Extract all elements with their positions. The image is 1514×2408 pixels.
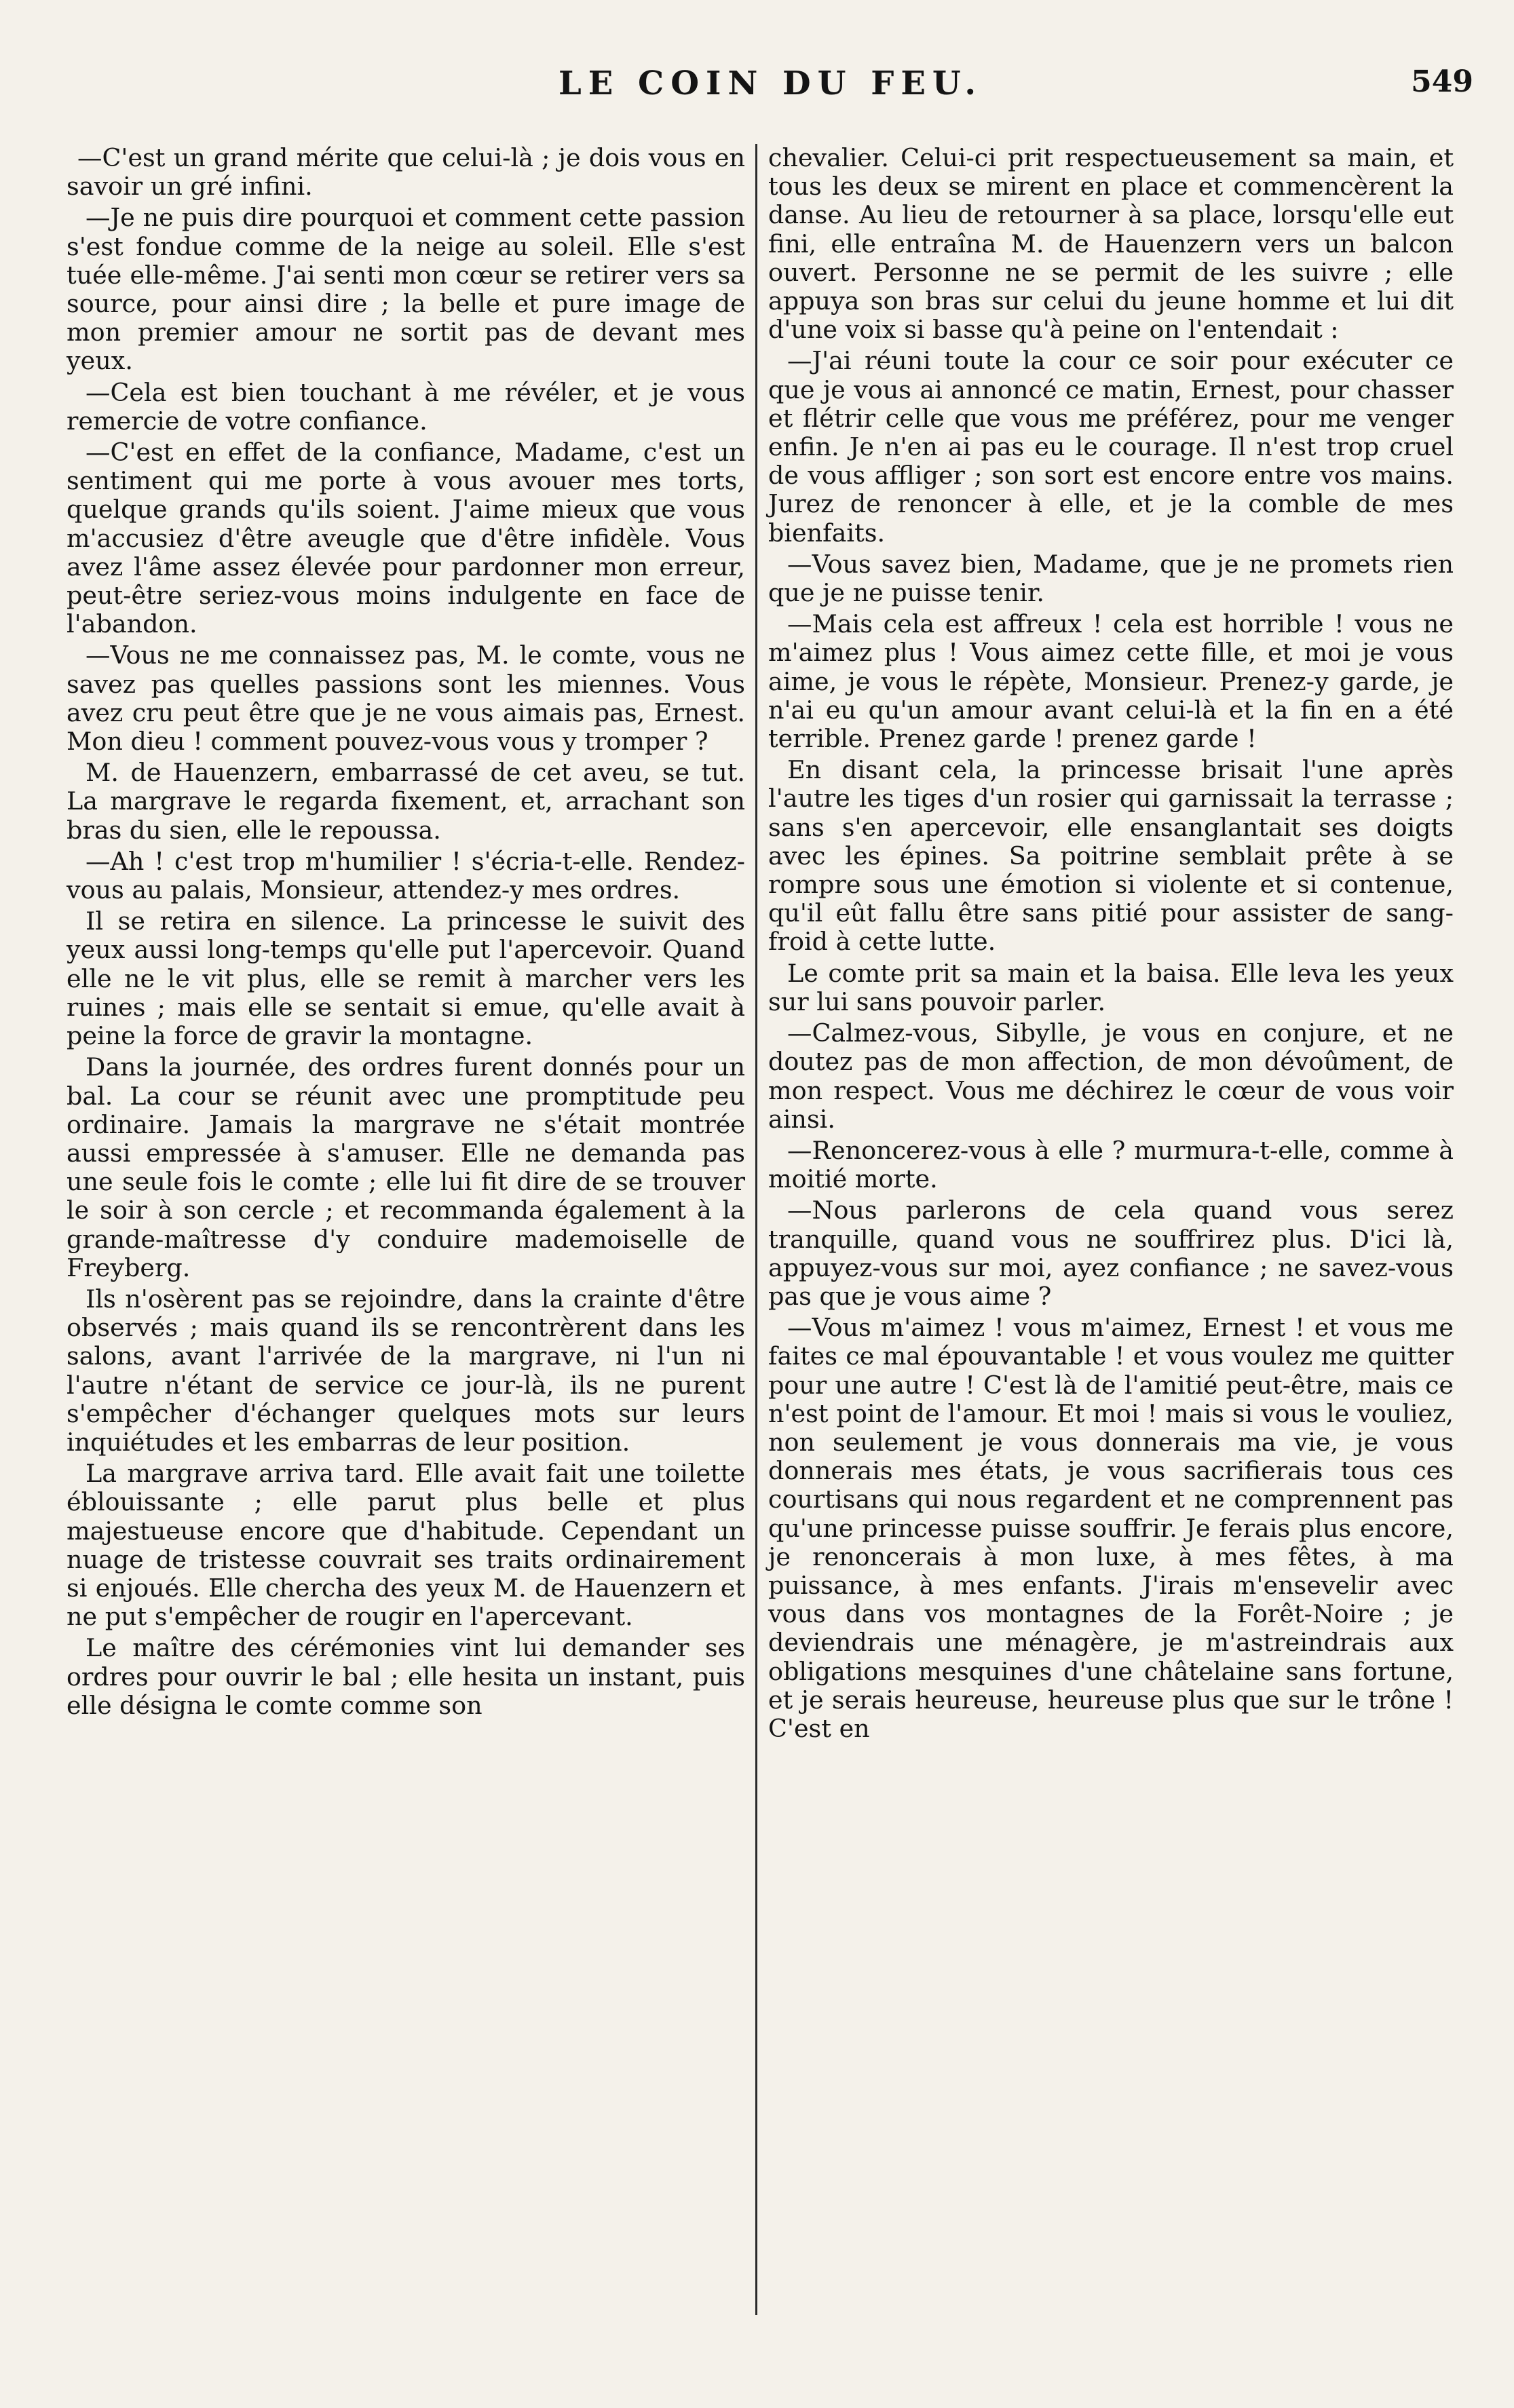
paragraph: Le maître des cérémonies vint lui demander ses ordres pour ouvrir le bal ; elle hesita un instant, puis elle désigna le comte comme son <box>67 1633 745 1720</box>
paragraph: Le comte prit sa main et la baisa. Elle leva les yeux sur lui sans pouvoir parler. <box>768 958 1454 1016</box>
column-divider <box>755 144 757 2315</box>
paragraph: En disant cela, la princesse brisait l'une après l'autre les tiges d'un rosier qui garnissait la terrasse ; sans s'en apercevoir, elle ensanglantait ses doigts avec les épines. Sa poitrine semblait prête à se rompre sous une émotion si violente et si contenue, qu'il eût fallu être sans pitié pour assister de sang-froid à cette lutte. <box>768 755 1454 957</box>
left-column <box>67 144 745 1723</box>
paragraph: —Ah ! c'est trop m'humilier ! s'écria-t-elle. Rendez-vous au palais, Monsieur, attendez-y mes ordres. <box>67 846 745 905</box>
paragraph: chevalier. Celui-ci prit respectueusement sa main, et tous les deux se mirent en place et commencèrent la danse. Au lieu de retourner à sa place, lorsqu'elle eut fini, elle entraîna M. de Hauenzern vers un balcon ouvert. Personne ne se permit de les suivre ; elle appuya son bras sur celui du jeune homme et lui dit d'une voix si basse qu'à peine on l'entendait : <box>768 143 1454 345</box>
paragraph: —Vous savez bien, Madame, que je ne promets rien que je ne puisse tenir. <box>768 549 1454 608</box>
paragraph: —Nous parlerons de cela quand vous serez tranquille, quand vous ne souffrirez plus. D'ici là, appuyez-vous sur moi, ayez confiance ; ne savez-vous pas que je vous aime ? <box>768 1196 1454 1311</box>
paragraph: —Mais cela est affreux ! cela est horrible ! vous ne m'aimez plus ! Vous aimez cette fille, et moi je vous aime, je vous le répète, Monsieur. Prenez-y garde, je n'ai eu qu'un amour avant celui-là et la fin en a été terrible. Prenez garde ! prenez garde ! <box>768 609 1454 754</box>
page-number: 549 <box>1411 64 1473 99</box>
paragraph: —Cela est bien touchant à me révéler, et je vous remercie de votre confiance. <box>67 377 745 436</box>
paragraph: —Je ne puis dire pourquoi et comment cette passion s'est fondue comme de la neige au soleil. Elle s'est tuée elle-même. J'ai senti mon cœur se retirer vers sa source, pour ainsi dire ; la belle et pure image de mon premier amour ne sortit pas de devant mes yeux. <box>67 203 745 376</box>
paragraph: —Renoncerez-vous à elle ? murmura-t-elle, comme à moitié morte. <box>768 1135 1454 1194</box>
paragraph: —J'ai réuni toute la cour ce soir pour exécuter ce que je vous ai annoncé ce matin, Ernest, pour chasser et flétrir celle que vous me préférez, pour me venger enfin. Je n'en ai pas eu le courage. Il n'est trop cruel de vous affliger ; son sort est encore entre vos mains. Jurez de renoncer à elle, et je la comble de mes bienfaits. <box>768 346 1454 548</box>
paragraph: —Vous m'aimez ! vous m'aimez, Ernest ! et vous me faites ce mal épouvantable ! et vous voulez me quitter pour une autre ! C'est là de l'amitié peut-être, mais ce n'est point de l'amour. Et moi ! mais si vous le vouliez, non seulement je vous donnerais ma vie, je vous donnerais mes états, je vous sacrifierais tous ces courtisans qui nous regardent et ne comprennent pas qu'une princesse puisse souffrir. Je ferais plus encore, je renoncerais à mon luxe, à mes fêtes, à ma puissance, à mes enfants. J'irais m'ensevelir avec vous dans vos montagnes de la Forêt-Noire ; je deviendrais une ménagère, je m'astreindrais aux obligations mesquines d'une châtelaine sans fortune, et je serais heureuse, heureuse plus que sur le trône ! C'est en <box>768 1313 1454 1743</box>
right-column <box>768 144 1454 1746</box>
paragraph: Dans la journée, des ordres furent donnés pour un bal. La cour se réunit avec une promptitude peu ordinaire. Jamais la margrave ne s'était montrée aussi empressée à s'amuser. Elle ne demanda pas une seule fois le comte ; elle lui fit dire de se trouver le soir à son cercle ; et recommanda également à la grande-maîtresse d'y conduire mademoiselle de Freyberg. <box>67 1052 745 1282</box>
paragraph: —C'est en effet de la confiance, Madame, c'est un sentiment qui me porte à vous avouer mes torts, quelque grands qu'ils soient. J'aime mieux que vous m'accusiez d'être aveugle que d'être infidèle. Vous avez l'âme assez élevée pour pardonner mon erreur, peut-être seriez-vous moins indulgente en face de l'abandon. <box>67 438 745 639</box>
page-header <box>68 64 1473 126</box>
paragraph: —Vous ne me connaissez pas, M. le comte, vous ne savez pas quelles passions sont les miennes. Vous avez cru peut être que je ne vous aimais pas, Ernest. Mon dieu ! comment pouvez-vous vous y tromper ? <box>67 641 745 757</box>
paragraph: Ils n'osèrent pas se rejoindre, dans la crainte d'être observés ; mais quand ils se rencontrèrent dans les salons, avant l'arrivée de la margrave, ni l'un ni l'autre n'étant de service ce jour-là, ils ne purent s'empêcher d'échanger quelques mots sur leurs inquiétudes et les embarras de leur position. <box>67 1284 745 1457</box>
running-title: LE COIN DU FEU. <box>558 64 983 102</box>
paragraph: —C'est un grand mérite que celui-là ; je dois vous en savoir un gré infini. <box>67 143 745 202</box>
paragraph: Il se retira en silence. La princesse le suivit des yeux aussi long-temps qu'elle put l'apercevoir. Quand elle ne le vit plus, elle se remit à marcher vers les ruines ; mais elle se sentait si emue, qu'elle avait à peine la force de gravir la montagne. <box>67 906 745 1051</box>
paragraph: —Calmez-vous, Sibylle, je vous en conjure, et ne doutez pas de mon affection, de mon dévoûment, de mon respect. Vous me déchirez le cœur de vous voir ainsi. <box>768 1018 1454 1134</box>
paragraph: M. de Hauenzern, embarrassé de cet aveu, se tut. La margrave le regarda fixement, et, arrachant son bras du sien, elle le repoussa. <box>67 758 745 845</box>
paragraph: La margrave arriva tard. Elle avait fait une toilette éblouissante ; elle parut plus belle et plus majestueuse encore que d'habitude. Cependant un nuage de tristesse couvrait ses traits ordinairement si enjoués. Elle chercha des yeux M. de Hauenzern et ne put s'empêcher de rougir en l'apercevant. <box>67 1459 745 1632</box>
